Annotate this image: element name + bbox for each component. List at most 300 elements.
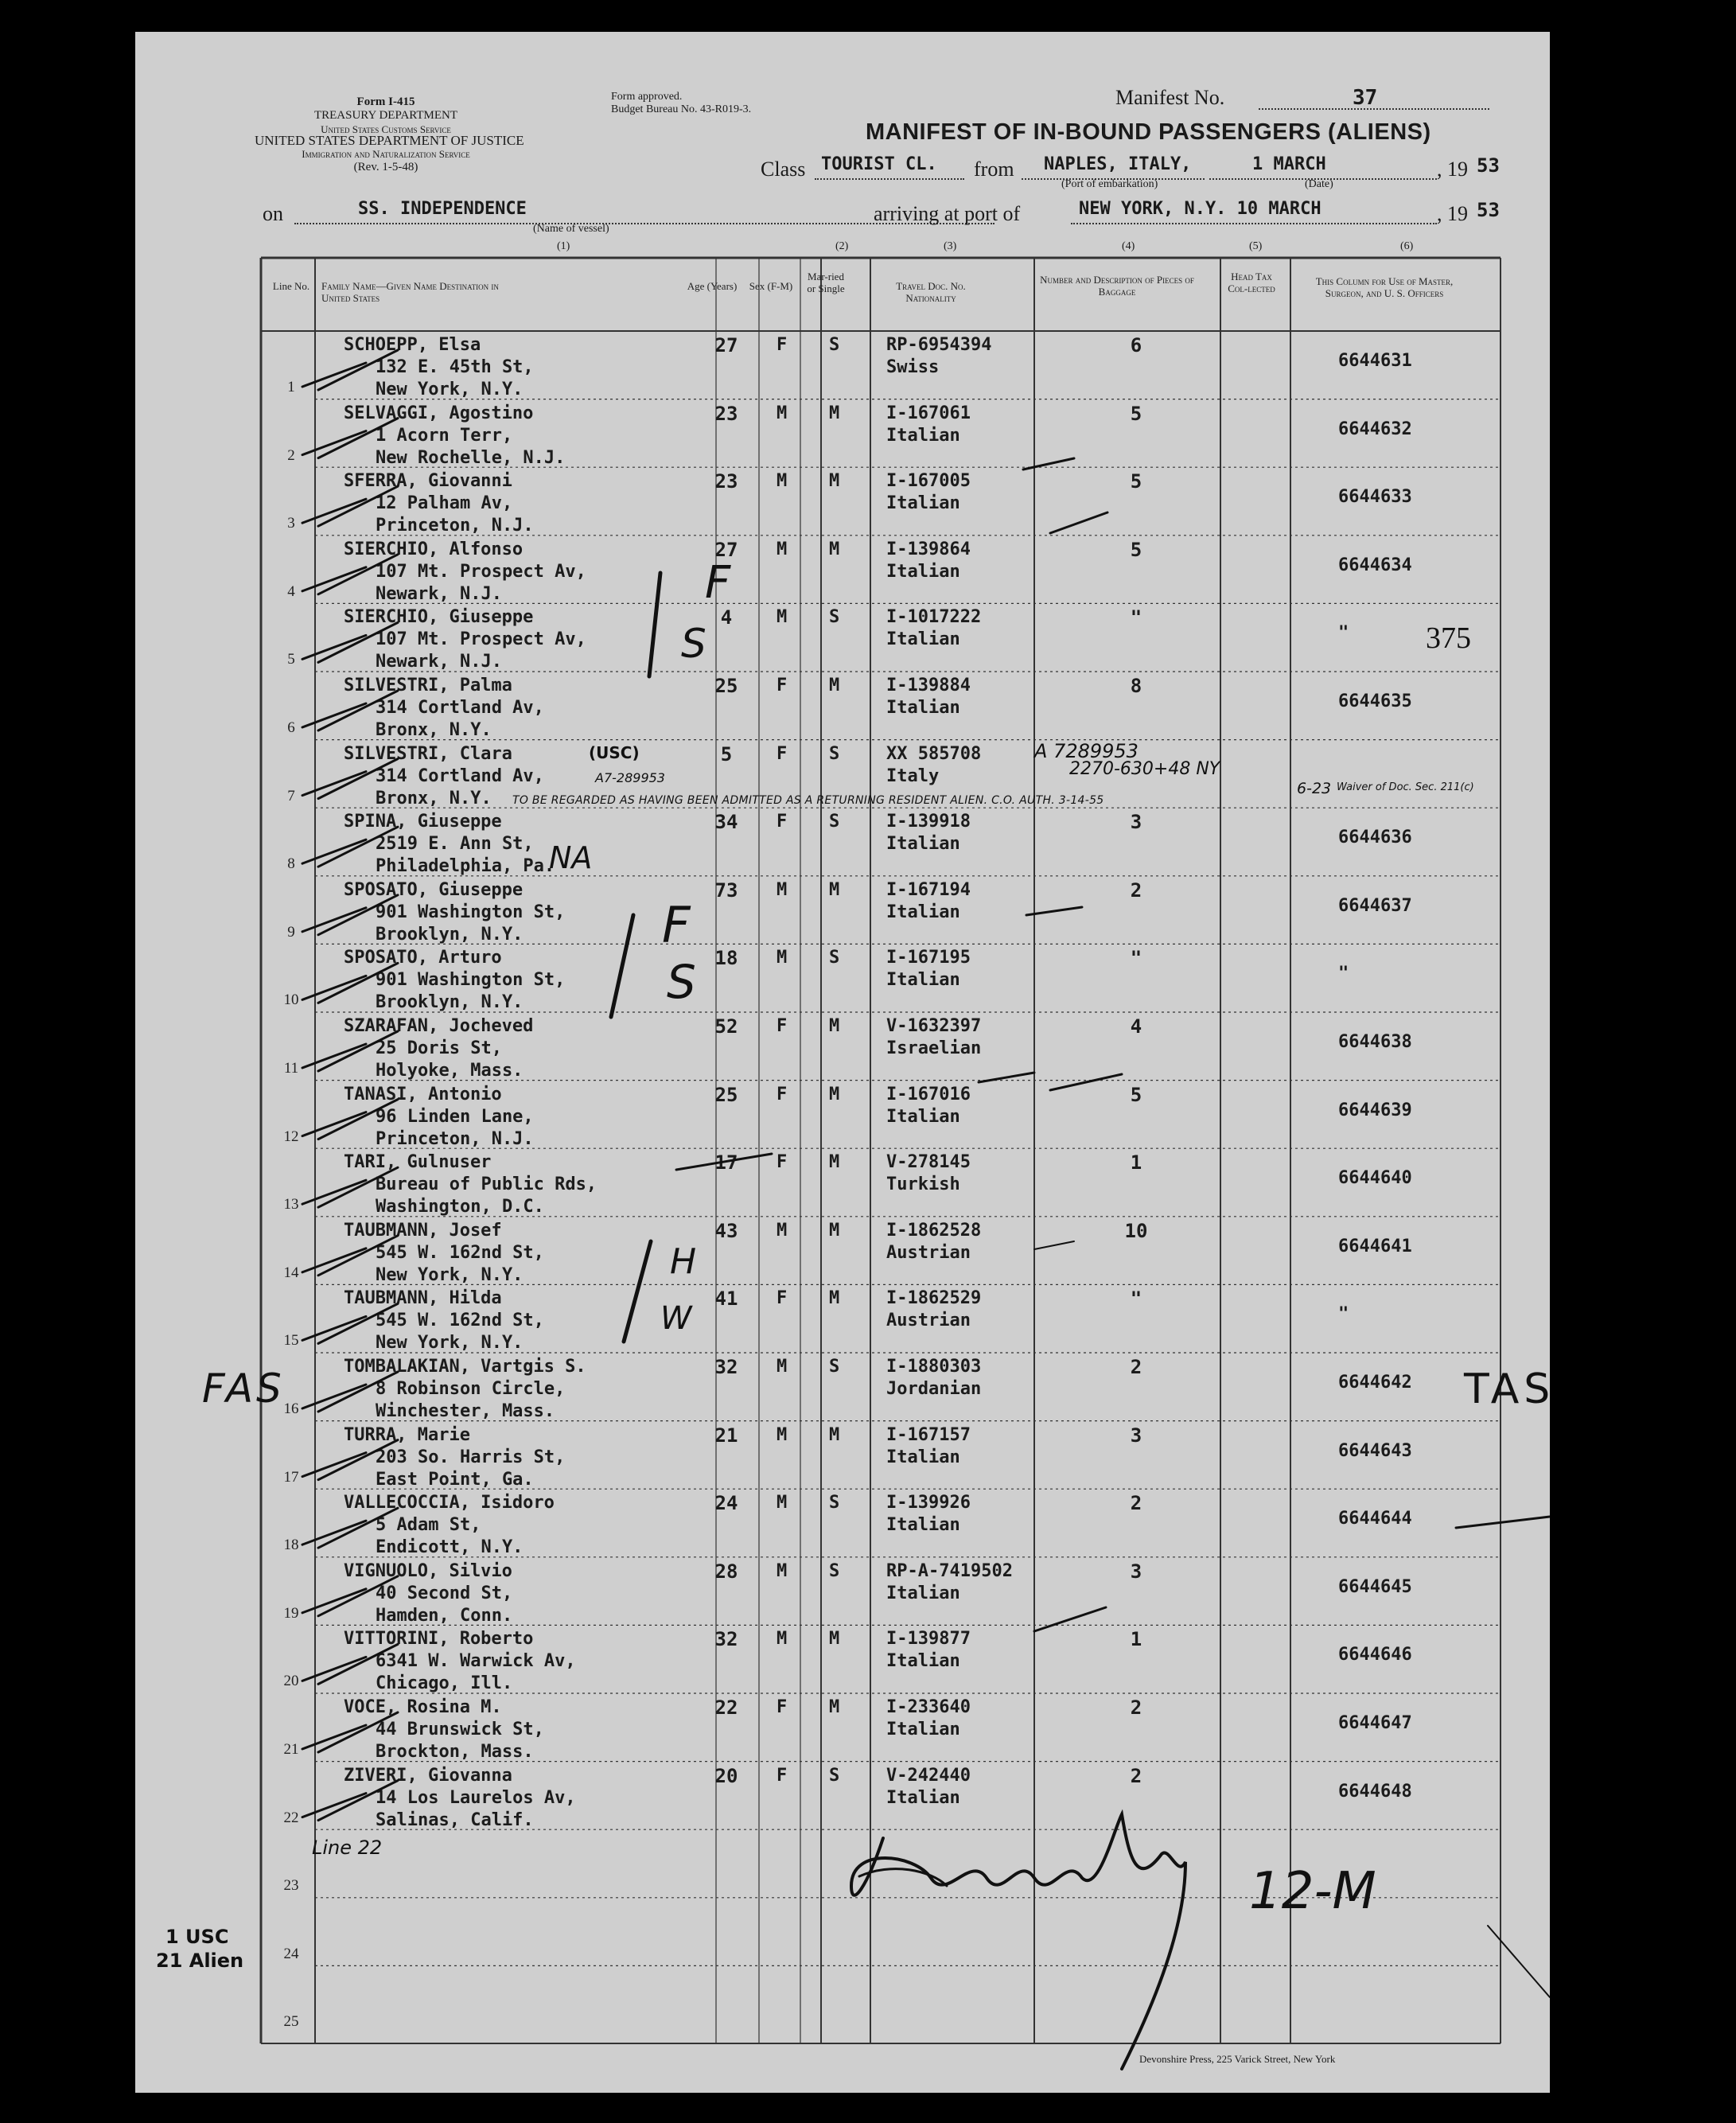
passenger-city: Brooklyn, N.Y. — [376, 924, 524, 945]
baggage-count: 2 — [1130, 1492, 1142, 1515]
passenger-address: 107 Mt. Prospect Av, — [376, 561, 586, 582]
baggage-count: 8 — [1130, 675, 1142, 697]
nationality: Italian — [886, 698, 960, 718]
passenger-address: 96 Linden Lane, — [376, 1106, 534, 1127]
passenger-address: 1 Acorn Terr, — [376, 425, 513, 446]
passenger-sex: M — [777, 471, 788, 492]
row-line-number: 12 — [283, 1128, 299, 1145]
passenger-address: 12 Palham Av, — [376, 493, 513, 514]
passenger-address: 2519 E. Ann St, — [376, 834, 534, 855]
printer-credit: Devonshire Press, 225 Varick Street, New York — [1139, 2053, 1336, 2065]
officer-number: 6644647 — [1338, 1713, 1412, 1733]
baggage-count: " — [1130, 947, 1142, 970]
nationality: Italian — [886, 834, 960, 855]
travel-doc-no: I-167194 — [886, 879, 971, 900]
passenger-city: Brooklyn, N.Y. — [376, 992, 524, 1013]
passenger-sex: M — [777, 403, 788, 423]
passenger-address: 6341 W. Warwick Av, — [376, 1651, 576, 1672]
passenger-sex: M — [777, 607, 788, 628]
budget-bureau: Budget Bureau No. 43-R019-3. — [611, 103, 752, 115]
passenger-marital: M — [829, 676, 840, 695]
justice-dept: UNITED STATES DEPARTMENT OF JUSTICE — [255, 133, 524, 148]
passenger-marital: M — [829, 539, 840, 559]
baggage-count: 3 — [1130, 1424, 1142, 1447]
passenger-address: 44 Brunswick St, — [376, 1720, 544, 1739]
passenger-address: 545 W. 162nd St, — [376, 1311, 544, 1331]
passenger-marital: S — [829, 1560, 840, 1581]
fas-mark: FAS — [202, 1365, 285, 1412]
form-revision: (Rev. 1-5-48) — [353, 161, 418, 173]
customs-service: United States Customs Service — [321, 123, 451, 135]
f-mark-1: F — [705, 557, 731, 609]
passenger-city: New Rochelle, N.J. — [376, 447, 566, 468]
passenger-address: 5 Adam St, — [376, 1515, 481, 1536]
on-label: on — [263, 202, 283, 225]
travel-doc-no: V-242440 — [886, 1765, 971, 1786]
baggage-count: 2 — [1130, 1764, 1142, 1787]
nationality: Italian — [886, 493, 960, 514]
passenger-address: 40 Second St, — [376, 1583, 513, 1603]
travel-doc-no: I-139877 — [886, 1629, 971, 1650]
signoff-mark: 12-M — [1249, 1862, 1376, 1921]
passenger-age: 24 — [714, 1492, 738, 1515]
header-age: Age (Years) — [687, 280, 738, 292]
row-line-number: 10 — [283, 991, 299, 1009]
passenger-name: SZARAFAN, Jocheved — [344, 1016, 534, 1036]
travel-doc-no: I-167005 — [886, 471, 971, 492]
row-line-number: 23 — [283, 1877, 299, 1895]
passenger-address: 132 E. 45th St, — [376, 357, 534, 377]
passenger-name: VOCE, Rosina M. — [344, 1697, 502, 1717]
passenger-address: 314 Cortland Av, — [376, 765, 544, 786]
passenger-sex: M — [777, 1357, 788, 1377]
nationality: Italy — [886, 765, 940, 786]
officer-number: 6644635 — [1338, 691, 1412, 711]
nationality: Italian — [886, 1583, 960, 1603]
passenger-city: Salinas, Calif. — [376, 1809, 534, 1830]
row-line-number: 3 — [287, 515, 295, 532]
treasury-dept: TREASURY DEPARTMENT — [313, 109, 458, 122]
passenger-age: 34 — [714, 811, 738, 834]
nationality: Italian — [886, 1651, 960, 1672]
tas-mark: TAS — [1464, 1365, 1555, 1413]
officer-number: " — [1338, 623, 1349, 644]
passenger-city: Hamden, Conn. — [376, 1605, 513, 1626]
nationality: Italian — [886, 1515, 960, 1536]
officer-number: 6644633 — [1338, 487, 1412, 508]
passenger-age: 5 — [720, 742, 733, 765]
baggage-count: 2 — [1130, 1696, 1142, 1719]
row-line-number: 2 — [287, 446, 295, 464]
usc-number: A7-289953 — [595, 770, 665, 785]
travel-doc-no: I-1862529 — [886, 1288, 982, 1309]
passenger-sex: M — [777, 1220, 788, 1241]
travel-doc-no: V-278145 — [886, 1152, 971, 1173]
baggage-count: 6 — [1130, 334, 1142, 356]
passenger-age: 23 — [714, 402, 738, 425]
passenger-age: 25 — [714, 675, 738, 697]
col-num-2: (2) — [835, 240, 849, 252]
row-line-number: 4 — [287, 582, 295, 600]
passenger-age: 22 — [714, 1696, 738, 1719]
passenger-city: Princeton, N.J. — [376, 516, 534, 536]
passenger-name: TURRA, Marie — [344, 1424, 470, 1445]
passenger-address: 25 Doris St, — [376, 1038, 502, 1058]
passenger-age: 41 — [714, 1287, 738, 1311]
officer-number: 6644641 — [1338, 1236, 1412, 1256]
class-label: Class — [761, 158, 806, 181]
travel-doc-no: I-139918 — [886, 812, 971, 832]
travel-doc-no: V-1632397 — [886, 1016, 982, 1036]
row7-file-ref: 2270-630+48 NY — [1069, 759, 1220, 779]
baggage-count: 5 — [1130, 470, 1142, 493]
passenger-address: Bureau of Public Rds, — [376, 1174, 597, 1195]
arriving-label: arriving at port of — [874, 202, 1021, 225]
travel-doc-no: I-139926 — [886, 1493, 971, 1513]
baggage-count: " — [1130, 1287, 1142, 1311]
passenger-marital: S — [829, 1493, 840, 1513]
passenger-address: 314 Cortland Av, — [376, 698, 544, 718]
baggage-count: 2 — [1130, 1356, 1142, 1378]
embarkation-year: 53 — [1477, 154, 1500, 177]
passenger-name: VITTORINI, Roberto — [344, 1629, 534, 1650]
officer-number: 6644646 — [1338, 1645, 1412, 1665]
passenger-age: 32 — [714, 1628, 738, 1651]
passenger-sex: F — [777, 743, 788, 764]
passenger-name: VALLECOCCIA, Isidoro — [344, 1493, 555, 1513]
passenger-age: 25 — [714, 1083, 738, 1106]
nationality: Italian — [886, 1787, 960, 1808]
passenger-age: 17 — [714, 1151, 738, 1174]
travel-doc-no: I-139884 — [886, 676, 971, 695]
passenger-age: 52 — [714, 1015, 738, 1038]
row-line-number: 20 — [283, 1673, 299, 1690]
passenger-address: 901 Washington St, — [376, 970, 566, 991]
h-mark: H — [670, 1241, 697, 1282]
row-line-number: 8 — [287, 855, 295, 873]
header-travel-doc: Travel Doc. No. Nationality — [896, 280, 966, 304]
passenger-address: 107 Mt. Prospect Av, — [376, 629, 586, 650]
passenger-name: SCHOEPP, Elsa — [344, 335, 481, 355]
passenger-sex: M — [777, 1629, 788, 1650]
passenger-sex: M — [777, 879, 788, 900]
manifest-no-value: 37 — [1353, 86, 1378, 110]
passenger-sex: F — [777, 335, 788, 355]
passenger-sex: M — [777, 539, 788, 559]
nationality: Italian — [886, 561, 960, 582]
baggage-count: 1 — [1130, 1628, 1142, 1651]
passenger-city: New York, N.Y. — [376, 380, 524, 399]
officer-number: " — [1338, 964, 1349, 984]
row-line-number: 21 — [283, 1741, 299, 1758]
officer-number: 6644631 — [1338, 351, 1412, 371]
port-caption: (Port of embarkation) — [1061, 178, 1158, 190]
officer-number: 6644640 — [1338, 1168, 1412, 1189]
nationality: Jordanian — [886, 1379, 982, 1399]
officer-number: 6644648 — [1338, 1781, 1412, 1802]
passenger-sex: F — [777, 676, 788, 695]
passenger-city: Endicott, N.Y. — [376, 1537, 524, 1558]
passenger-marital: M — [829, 1152, 840, 1173]
arrival-year: 53 — [1477, 199, 1500, 221]
passenger-city: Chicago, Ill. — [376, 1673, 513, 1694]
travel-doc-no: I-1862528 — [886, 1220, 982, 1241]
passenger-marital: S — [829, 948, 840, 968]
travel-doc-no: I-233640 — [886, 1697, 971, 1717]
baggage-count: 10 — [1124, 1219, 1148, 1242]
officer-note-375: 375 — [1426, 621, 1471, 655]
officer-number: 6644643 — [1338, 1440, 1412, 1461]
passenger-marital: S — [829, 812, 840, 832]
header-name-destination: Family Name—Given Name Destination in United States — [321, 280, 499, 304]
passenger-marital: M — [829, 879, 840, 900]
header-sex: Sex (F-M) — [749, 280, 793, 292]
s-mark-2: S — [667, 955, 696, 1009]
passenger-marital: S — [829, 743, 840, 764]
baggage-count: 1 — [1130, 1151, 1142, 1174]
row7-alien-no: A 7289953 — [1034, 740, 1139, 762]
passenger-sex: F — [777, 1288, 788, 1309]
row-line-number: 13 — [283, 1196, 299, 1213]
passenger-marital: M — [829, 1424, 840, 1445]
form-number: Form I-415 — [356, 95, 415, 108]
passenger-city: Holyoke, Mass. — [376, 1061, 524, 1081]
row-line-number: 11 — [283, 1060, 299, 1077]
passenger-name: SIERCHIO, Giuseppe — [344, 607, 534, 628]
vessel-caption: (Name of vessel) — [533, 223, 609, 235]
vessel-name: SS. INDEPENDENCE — [358, 199, 527, 219]
na-mark: NA — [549, 840, 593, 875]
col-num-4: (4) — [1122, 240, 1135, 252]
baggage-count: 3 — [1130, 811, 1142, 834]
passenger-name: TANASI, Antonio — [344, 1084, 502, 1104]
passenger-city: Bronx, N.Y. — [376, 720, 492, 740]
manifest-no-label: Manifest No. — [1115, 86, 1225, 109]
passenger-sex: F — [777, 1016, 788, 1036]
row-line-number: 22 — [283, 1809, 299, 1826]
passenger-marital: M — [829, 1016, 840, 1036]
passenger-city: Brockton, Mass. — [376, 1742, 534, 1762]
arrival-port-date: NEW YORK, N.Y. 10 MARCH — [1079, 199, 1321, 219]
travel-doc-no: I-139864 — [886, 539, 971, 559]
embarkation-port: NAPLES, ITALY, — [1044, 154, 1192, 174]
col-num-3: (3) — [944, 240, 957, 252]
header-line-no: Line No. — [272, 280, 310, 292]
row-line-number: 24 — [283, 1945, 299, 1962]
col-num-6: (6) — [1400, 240, 1414, 252]
officer-number: 6644632 — [1338, 419, 1412, 439]
nationality: Italian — [886, 629, 960, 650]
nationality: Italian — [886, 902, 960, 922]
passenger-sex: F — [777, 1697, 788, 1717]
officer-number: 6644634 — [1338, 555, 1412, 575]
passenger-address: 14 Los Laurelos Av, — [376, 1787, 576, 1808]
header-married: Mar-ried or Single — [807, 271, 845, 294]
passenger-city: East Point, Ga. — [376, 1469, 534, 1490]
passenger-name: TARI, Gulnuser — [344, 1152, 492, 1173]
travel-doc-no: RP-A-7419502 — [886, 1560, 1013, 1581]
passenger-name: ZIVERI, Giovanna — [344, 1765, 512, 1786]
class-value: TOURIST CL. — [821, 154, 937, 174]
row-line-number: 16 — [283, 1400, 299, 1417]
passenger-marital: M — [829, 1220, 840, 1241]
officer-number: 6644645 — [1338, 1576, 1412, 1597]
passenger-city: New York, N.Y. — [376, 1333, 524, 1354]
passenger-sex: F — [777, 812, 788, 832]
passenger-city: Newark, N.J. — [376, 652, 502, 672]
travel-doc-no: XX 585708 — [886, 743, 982, 764]
passenger-city: Bronx, N.Y. — [376, 788, 492, 808]
form-approved: Form approved. — [611, 91, 683, 103]
passenger-age: 21 — [714, 1424, 738, 1447]
nationality: Italian — [886, 970, 960, 991]
passenger-sex: M — [777, 948, 788, 968]
header-baggage: Number and Description of Pieces of Baggage — [1040, 274, 1194, 298]
ins-service: Immigration and Naturalization Service — [302, 148, 470, 160]
passenger-marital: M — [829, 1288, 840, 1309]
usc-note: (USC) — [589, 743, 640, 762]
travel-doc-no: I-1017222 — [886, 607, 982, 628]
nationality: Italian — [886, 1447, 960, 1467]
passenger-city: Philadelphia, Pa. — [376, 856, 555, 877]
count-alien: 21 Alien — [156, 1950, 244, 1972]
officer-number: " — [1338, 1304, 1349, 1325]
passenger-city: Washington, D.C. — [376, 1197, 544, 1217]
passenger-address: 545 W. 162nd St, — [376, 1242, 544, 1263]
passenger-city: Newark, N.J. — [376, 583, 502, 604]
travel-doc-no: I-1880303 — [886, 1357, 982, 1377]
passenger-sex: M — [777, 1560, 788, 1581]
row7-admission-note: TO BE REGARDED AS HAVING BEEN ADMITTED AS A RETURNING RESIDENT ALIEN. C.O. AUTH. 3-14-55 — [512, 794, 1104, 807]
passenger-city: Princeton, N.J. — [376, 1128, 534, 1149]
passenger-name: SIERCHIO, Alfonso — [344, 539, 524, 559]
nationality: Swiss — [886, 357, 940, 377]
passenger-address: 8 Robinson Circle, — [376, 1379, 566, 1399]
row-line-number: 9 — [287, 923, 295, 941]
header-head-tax: Head Tax Col-lected — [1228, 271, 1275, 294]
manifest-page — [135, 32, 1555, 2093]
embarkation-date: 1 MARCH — [1252, 154, 1326, 174]
travel-doc-no: I-167157 — [886, 1424, 971, 1445]
from-label: from — [974, 158, 1014, 181]
passenger-sex: F — [777, 1152, 788, 1173]
year-prefix-2: , 19 — [1437, 202, 1468, 225]
passenger-name: VIGNUOLO, Silvio — [344, 1560, 512, 1581]
nationality: Austrian — [886, 1242, 971, 1263]
passenger-age: 23 — [714, 470, 738, 493]
passenger-sex: F — [777, 1084, 788, 1104]
row-line-number: 17 — [283, 1468, 299, 1486]
travel-doc-no: I-167061 — [886, 403, 971, 423]
row-line-number: 6 — [287, 719, 295, 736]
passenger-age: 27 — [714, 538, 738, 561]
manifest-title: MANIFEST OF IN-BOUND PASSENGERS (ALIENS) — [866, 119, 1431, 145]
baggage-count: 3 — [1130, 1560, 1142, 1583]
officer-number: 6644636 — [1338, 828, 1412, 848]
passenger-name: TOMBALAKIAN, Vartgis S. — [344, 1357, 586, 1377]
passenger-name: TAUBMANN, Josef — [344, 1220, 502, 1241]
passenger-name: SPOSATO, Arturo — [344, 948, 502, 968]
passenger-name: SPINA, Giuseppe — [344, 812, 502, 832]
nationality: Italian — [886, 425, 960, 446]
row-line-number: 18 — [283, 1537, 299, 1554]
row-line-number: 14 — [283, 1264, 299, 1281]
passenger-marital: M — [829, 403, 840, 423]
passenger-sex: M — [777, 1424, 788, 1445]
passenger-sex: M — [777, 1493, 788, 1513]
officer-number: 6644639 — [1338, 1100, 1412, 1120]
passenger-city: New York, N.Y. — [376, 1264, 524, 1285]
f-mark-2: F — [662, 896, 691, 954]
passenger-age: 4 — [720, 606, 733, 629]
nationality: Turkish — [886, 1174, 960, 1195]
nationality: Israelian — [886, 1038, 982, 1058]
baggage-count: 2 — [1130, 878, 1142, 902]
passenger-name: SFERRA, Giovanni — [344, 471, 512, 492]
passenger-name: TAUBMANN, Hilda — [344, 1288, 502, 1309]
passenger-marital: S — [829, 1357, 840, 1377]
baggage-count: 5 — [1130, 1083, 1142, 1106]
row-line-number: 19 — [283, 1604, 299, 1622]
baggage-count: 5 — [1130, 402, 1142, 425]
passenger-name: SPOSATO, Giuseppe — [344, 879, 524, 900]
row7-waiver: Waiver of Doc. Sec. 211(c) — [1337, 781, 1474, 793]
officer-number: 6644637 — [1338, 895, 1412, 916]
w-mark: W — [660, 1300, 692, 1337]
row-line-number: 7 — [287, 787, 295, 804]
officer-number: 6644638 — [1338, 1032, 1412, 1052]
passenger-marital: M — [829, 1084, 840, 1104]
date-caption: (Date) — [1305, 178, 1333, 190]
baggage-count: 5 — [1130, 538, 1142, 561]
officer-number: 6644642 — [1338, 1373, 1412, 1393]
nationality: Austrian — [886, 1311, 971, 1331]
count-usc: 1 USC — [165, 1926, 229, 1948]
nationality: Italian — [886, 1720, 960, 1739]
passenger-address: 901 Washington St, — [376, 902, 566, 922]
passenger-marital: S — [829, 1765, 840, 1786]
col-num-1: (1) — [557, 240, 570, 252]
passenger-name: SILVESTRI, Clara — [344, 743, 512, 764]
passenger-city: Winchester, Mass. — [376, 1401, 555, 1421]
row7-date: 6-23 — [1297, 780, 1332, 797]
year-prefix-1: , 19 — [1437, 158, 1468, 181]
baggage-count: 4 — [1130, 1015, 1142, 1038]
row-line-number: 25 — [283, 2013, 299, 2031]
travel-doc-no: I-167195 — [886, 948, 971, 968]
row-line-number: 5 — [287, 651, 295, 668]
line22-note: Line 22 — [312, 1837, 383, 1859]
passenger-address: 203 So. Harris St, — [376, 1447, 566, 1467]
s-mark-1: S — [681, 621, 706, 667]
passenger-name: SELVAGGI, Agostino — [344, 403, 534, 423]
passenger-age: 20 — [714, 1764, 738, 1787]
header-officers: This Column for Use of Master, Surgeon, and U. S. Officers — [1315, 275, 1454, 299]
passenger-age: 73 — [714, 878, 738, 902]
passenger-marital: S — [829, 607, 840, 628]
passenger-marital: M — [829, 471, 840, 492]
passenger-name: SILVESTRI, Palma — [344, 676, 512, 695]
passenger-age: 32 — [714, 1356, 738, 1378]
row-line-number: 15 — [283, 1332, 299, 1350]
passenger-sex: F — [777, 1765, 788, 1786]
row-line-number: 1 — [287, 379, 295, 395]
col-num-5: (5) — [1249, 240, 1263, 252]
passenger-age: 28 — [714, 1560, 738, 1583]
travel-doc-no: I-167016 — [886, 1084, 971, 1104]
travel-doc-no: RP-6954394 — [886, 335, 992, 355]
nationality: Italian — [886, 1106, 960, 1127]
